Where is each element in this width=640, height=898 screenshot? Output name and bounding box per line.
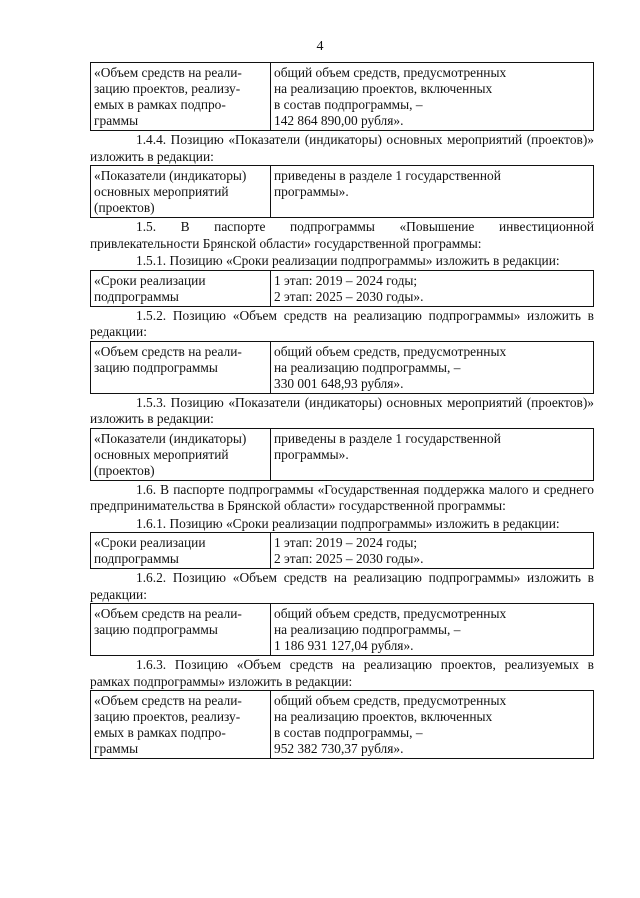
table-row: [91, 604, 594, 656]
table-row: [91, 341, 594, 393]
table-row: [91, 428, 594, 480]
cell-line: на реализацию подпрограммы, –: [274, 622, 461, 637]
position-name-cell: [91, 63, 271, 131]
passport-table: [90, 62, 594, 131]
cell-line: подпрограммы: [94, 288, 179, 304]
position-value-cell: [271, 691, 594, 759]
table-row: [91, 270, 594, 306]
cell-line: зацию подпрограммы: [94, 622, 218, 637]
cell-line: «Показатели (индикаторы): [94, 430, 247, 446]
cell-line: «Сроки реализации: [94, 535, 206, 550]
paragraph: 1.5. В паспорте подпрограммы «Повышение инвестиционной привлекательности Брянской области» государственной программы:: [90, 219, 594, 251]
cell-line: 142 864 890,00 рубля».: [274, 113, 404, 128]
cell-line: в состав подпрограммы, –: [274, 97, 423, 112]
cell-line: общий объем средств, предусмотренных: [274, 343, 507, 359]
cell-line: в состав подпрограммы, –: [274, 725, 423, 740]
paragraph: 1.6.1. Позицию «Сроки реализации подпрограммы» изложить в редакции:: [136, 515, 560, 531]
cell-line: общий объем средств, предусмотренных: [274, 65, 507, 80]
position-name-cell: [91, 691, 271, 759]
cell-line: «Показатели (индикаторы): [94, 168, 247, 183]
paragraph: 1.6.2. Позицию «Объем средств на реализацию подпрограммы» изложить в редакции:: [90, 570, 594, 602]
paragraph: 1.6.3. Позицию «Объем средств на реализацию проектов, реализуемых в рамках подпрограммы» изложить в редакции:: [90, 657, 594, 689]
table-row: [91, 166, 594, 218]
passport-table: [90, 690, 594, 759]
cell-line: емых в рамках подпро-: [94, 97, 226, 112]
table-row: [91, 63, 594, 131]
passport-table: [90, 341, 594, 394]
cell-line: основных мероприятий: [94, 446, 229, 462]
position-value-cell: [271, 604, 594, 656]
position-value-cell: [271, 533, 594, 569]
cell-line: общий объем средств, предусмотренных: [274, 693, 507, 708]
position-value-cell: [271, 341, 594, 393]
position-name-cell: [91, 270, 271, 306]
cell-line: зацию проектов, реализу-: [94, 81, 241, 96]
cell-line: 2 этап: 2025 – 2030 годы».: [274, 551, 424, 566]
position-name-cell: [91, 166, 271, 218]
passport-table: [90, 603, 594, 656]
passport-table: [90, 270, 594, 307]
cell-line: программы».: [274, 184, 349, 199]
cell-line: емых в рамках подпро-: [94, 725, 226, 740]
position-name-cell: [91, 604, 271, 656]
cell-line: граммы: [94, 741, 139, 756]
cell-line: 952 382 730,37 рубля».: [274, 741, 404, 756]
cell-line: подпрограммы: [94, 551, 179, 566]
cell-line: «Объем средств на реали-: [94, 343, 242, 359]
cell-line: зацию проектов, реализу-: [94, 709, 241, 724]
cell-line: приведены в разделе 1 государственной: [274, 430, 501, 446]
cell-line: 1 этап: 2019 – 2024 годы;: [274, 535, 418, 550]
paragraph: 1.6. В паспорте подпрограммы «Государственная поддержка малого и среднего предпринимательства в Брянской области» государственной программы:: [90, 481, 594, 513]
cell-line: «Объем средств на реали-: [94, 65, 242, 80]
passport-table: [90, 428, 594, 481]
position-value-cell: [271, 428, 594, 480]
cell-line: граммы: [94, 113, 139, 128]
cell-line: 1 этап: 2019 – 2024 годы;: [274, 272, 418, 288]
paragraph: 1.5.3. Позицию «Показатели (индикаторы) основных мероприятий (проектов)» изложить в редакции:: [90, 394, 594, 426]
cell-line: (проектов): [94, 200, 155, 215]
table-row: [91, 533, 594, 569]
document-body: [90, 62, 594, 759]
passport-table: [90, 165, 594, 218]
position-name-cell: [91, 533, 271, 569]
paragraph: 1.5.2. Позицию «Объем средств на реализацию подпрограммы» изложить в редакции:: [90, 307, 594, 339]
cell-line: 1 186 931 127,04 рубля».: [274, 638, 414, 653]
cell-line: «Объем средств на реали-: [94, 606, 242, 621]
cell-line: программы».: [274, 446, 349, 462]
cell-line: приведены в разделе 1 государственной: [274, 168, 501, 183]
cell-line: (проектов): [94, 462, 155, 478]
cell-line: «Объем средств на реали-: [94, 693, 242, 708]
page-number: 4: [316, 39, 324, 54]
cell-line: на реализацию проектов, включенных: [274, 81, 493, 96]
position-value-cell: [271, 166, 594, 218]
position-value-cell: [271, 63, 594, 131]
cell-line: зацию подпрограммы: [94, 359, 218, 375]
passport-table: [90, 532, 594, 569]
cell-line: на реализацию проектов, включенных: [274, 709, 493, 724]
cell-line: «Сроки реализации: [94, 272, 206, 288]
cell-line: 2 этап: 2025 – 2030 годы».: [274, 288, 424, 304]
cell-line: общий объем средств, предусмотренных: [274, 606, 507, 621]
table-row: [91, 691, 594, 759]
cell-line: основных мероприятий: [94, 184, 229, 199]
position-value-cell: [271, 270, 594, 306]
paragraph: 1.4.4. Позицию «Показатели (индикаторы) основных мероприятий (проектов)» изложить в редакции:: [90, 132, 594, 164]
cell-line: на реализацию подпрограммы, –: [274, 359, 461, 375]
paragraph: 1.5.1. Позицию «Сроки реализации подпрограммы» изложить в редакции:: [136, 253, 560, 268]
cell-line: 330 001 648,93 рубля».: [274, 375, 404, 391]
position-name-cell: [91, 341, 271, 393]
position-name-cell: [91, 428, 271, 480]
